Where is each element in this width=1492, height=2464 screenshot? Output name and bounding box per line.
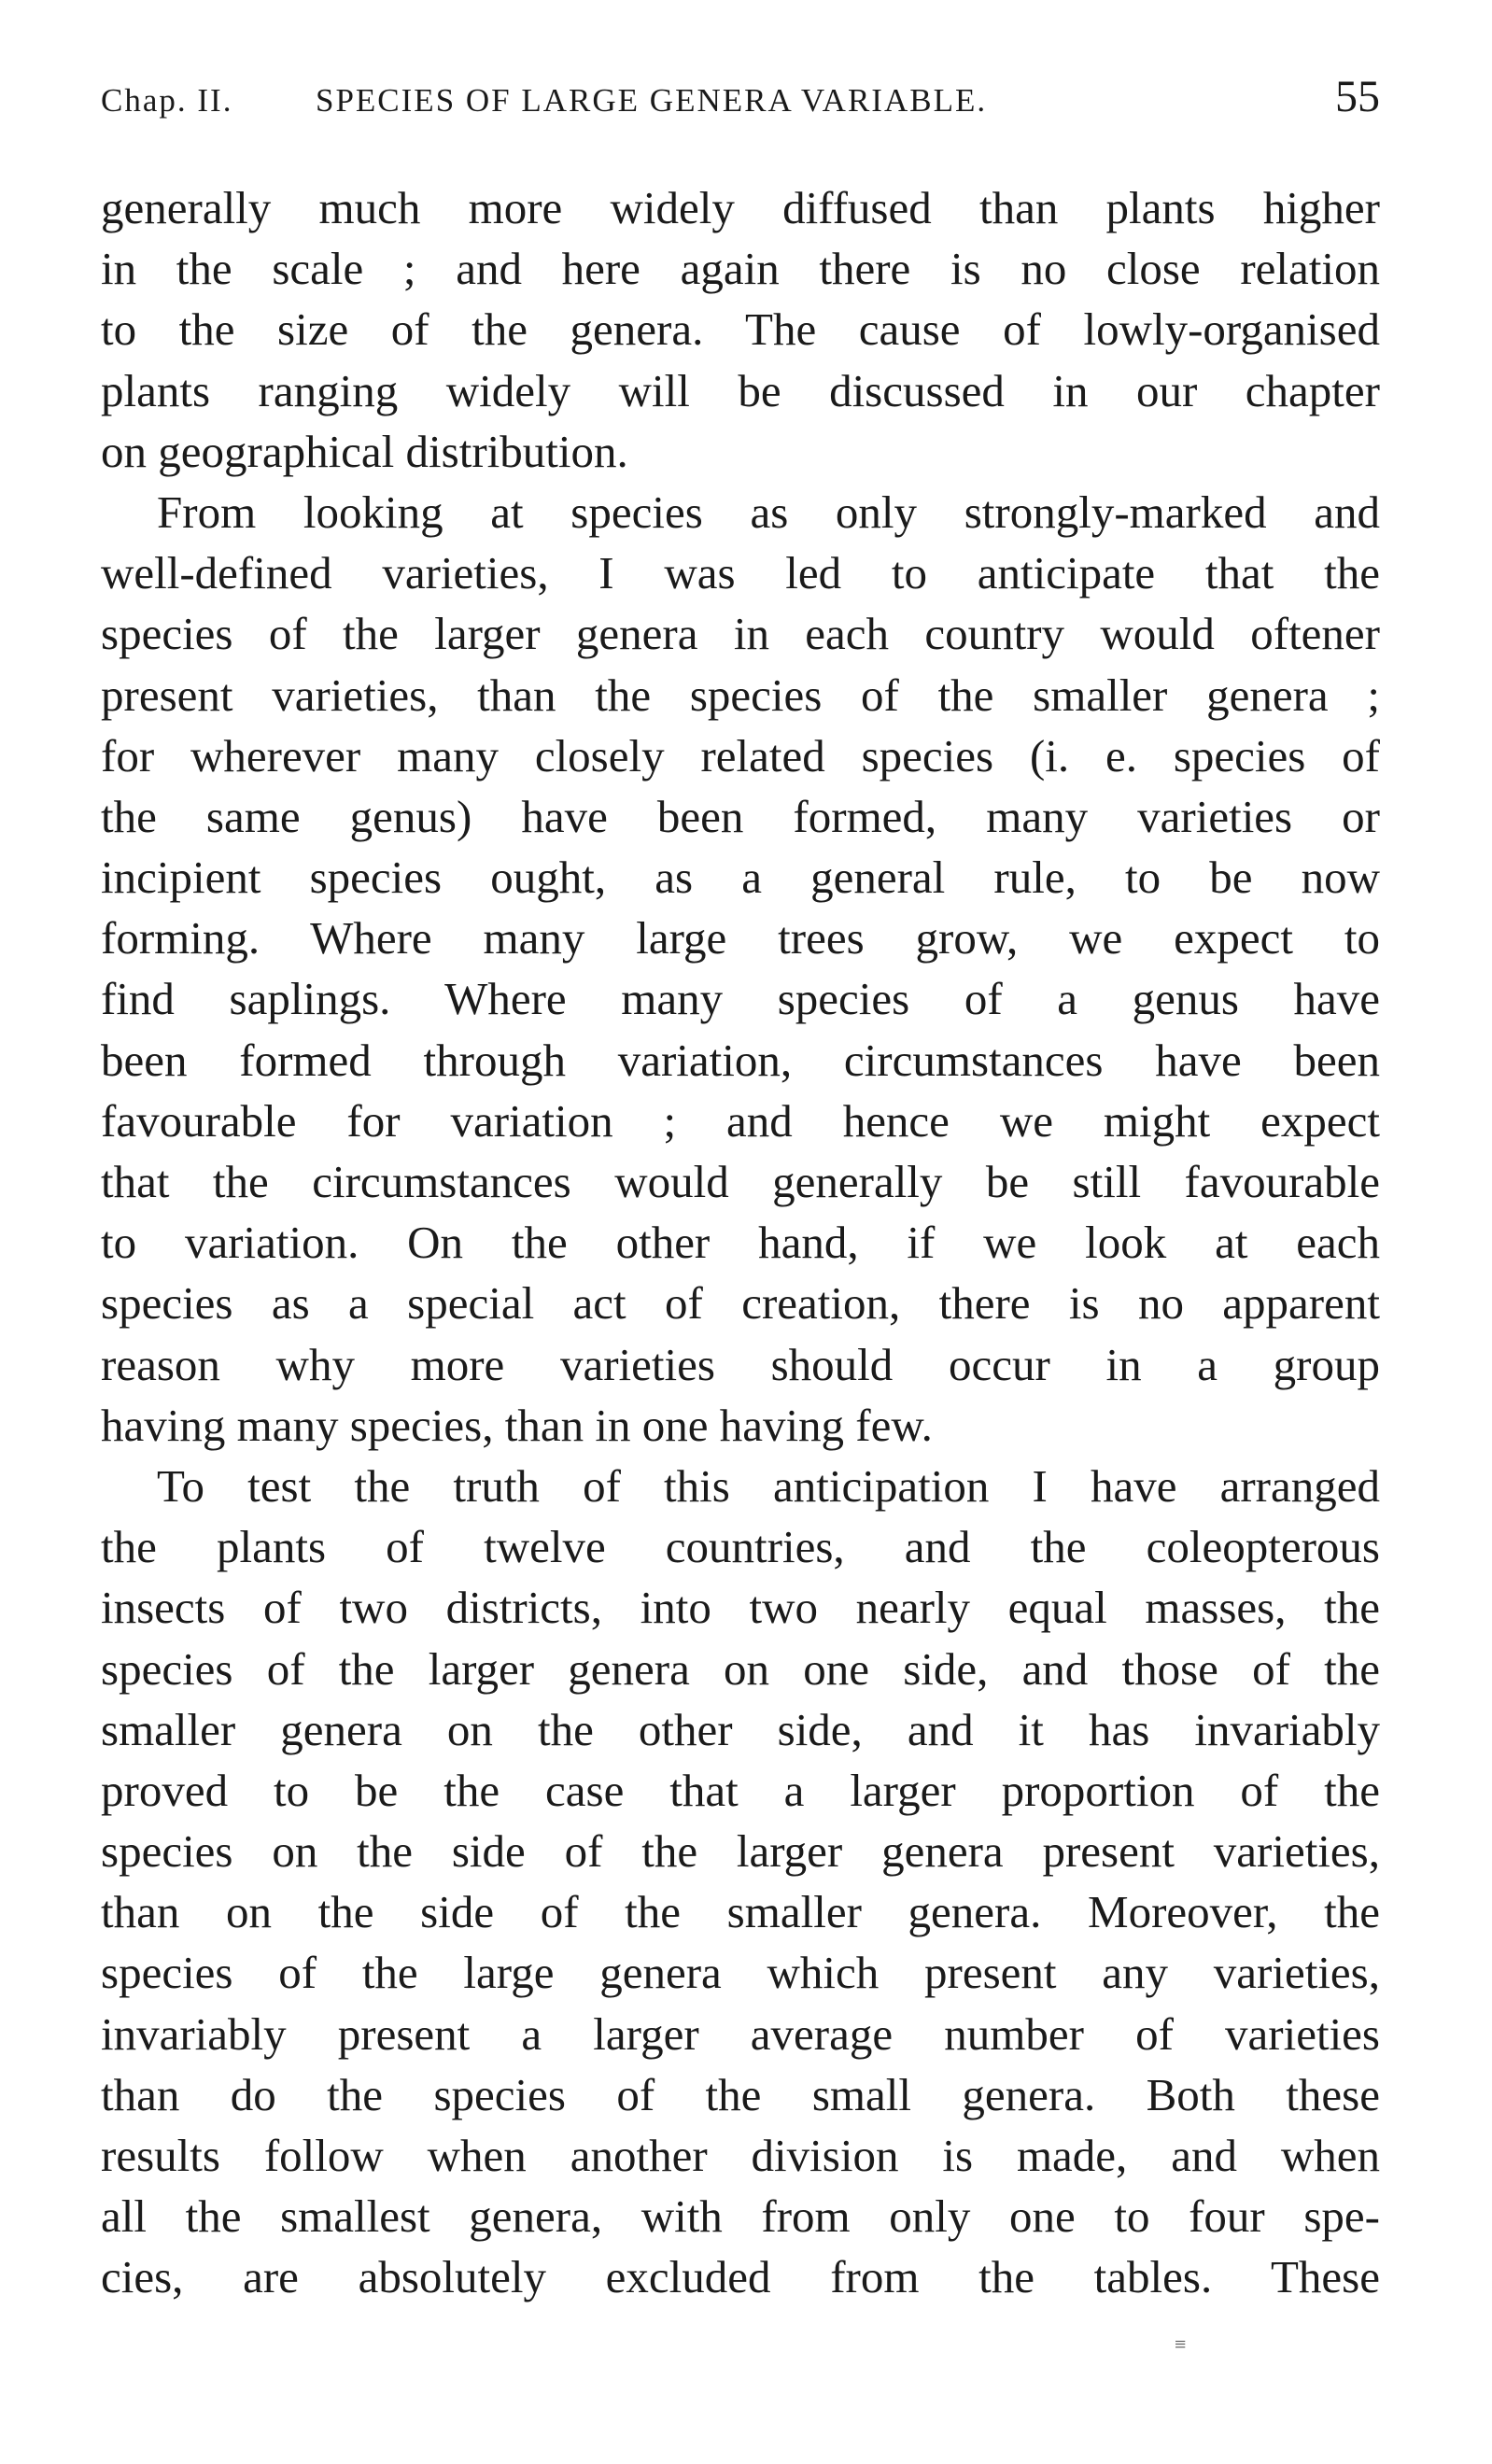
text-line: find saplings. Where many species of a genus have (101, 973, 1380, 1025)
text-line: species as a special act of creation, there is no apparent (101, 1277, 1380, 1330)
text-line: the same genus) have been formed, many varieties or (101, 790, 1380, 842)
signature-mark: ≡ (1175, 2332, 1187, 2356)
text-line: species of the larger genera in each country would oftener (101, 608, 1380, 660)
text-line: From looking at species as only strongly-marked and (157, 486, 1380, 538)
page-number: 55 (1335, 72, 1380, 121)
text-line: than on the side of the smaller genera. Moreover, the (101, 1886, 1380, 1938)
text-line: present varieties, than the species of the smaller genera ; (101, 669, 1380, 721)
text-line: in the scale ; and here again there is no close relation (101, 243, 1380, 295)
paragraph (101, 482, 1380, 1456)
text-line: well-defined varieties, I was led to anticipate that the (101, 547, 1380, 599)
text-line: species of the larger genera on one side, and those of the (101, 1642, 1380, 1695)
text-line: for wherever many closely related species (i. e. species of (101, 729, 1380, 781)
text-line: having many species, than in one having few. (101, 1399, 933, 1451)
paragraph (101, 177, 1380, 482)
text-line: plants ranging widely will be discussed in our chapter (101, 364, 1380, 416)
text-line: results follow when another division is made, and when (101, 2130, 1380, 2181)
text-line: species of the large genera which present any varieties, (101, 1947, 1380, 1999)
paragraph (101, 1456, 1380, 2308)
chapter-label: Chap. II. (101, 82, 233, 119)
text-line: the plants of twelve countries, and the coleopterous (101, 1521, 1380, 1573)
body-text (101, 177, 1380, 2308)
text-line: forming. Where many large trees grow, we expect to (101, 912, 1380, 964)
text-line: smaller genera on the other side, and it has invariably (101, 1703, 1380, 1755)
text-line: favourable for variation ; and hence we might expect (101, 1094, 1380, 1147)
text-line: generally much more widely diffused than plants higher (101, 182, 1380, 233)
text-line: species on the side of the larger genera present varieties, (101, 1825, 1380, 1878)
text-line: proved to be the case that a larger proportion of the (101, 1764, 1380, 1816)
text-line: on geographical distribution. (101, 425, 628, 477)
text-line: insects of two districts, into two nearly equal masses, the (101, 1582, 1380, 1634)
text-line: reason why more varieties should occur in a group (101, 1338, 1380, 1390)
text-line: invariably present a larger average number of varieties (101, 2007, 1380, 2060)
text-line: been formed through variation, circumstances have been (101, 1034, 1380, 1086)
text-line: cies, are absolutely excluded from the tables. These (101, 2251, 1380, 2303)
text-line: that the circumstances would generally be still favourable (101, 1156, 1380, 1207)
running-title: SPECIES OF LARGE GENERA VARIABLE. (316, 82, 988, 119)
text-line: all the smallest genera, with from only one to four spe- (101, 2190, 1380, 2243)
text-line: than do the species of the small genera. Both these (101, 2068, 1380, 2120)
text-line: To test the truth of this anticipation I have arranged (157, 1459, 1380, 1512)
text-line: incipient species ought, as a general rule, to be now (101, 852, 1380, 904)
running-header (101, 73, 1380, 129)
text-line: to the size of the genera. The cause of lowly-organised (101, 303, 1380, 356)
text-line: to variation. On the other hand, if we look at each (101, 1217, 1380, 1269)
